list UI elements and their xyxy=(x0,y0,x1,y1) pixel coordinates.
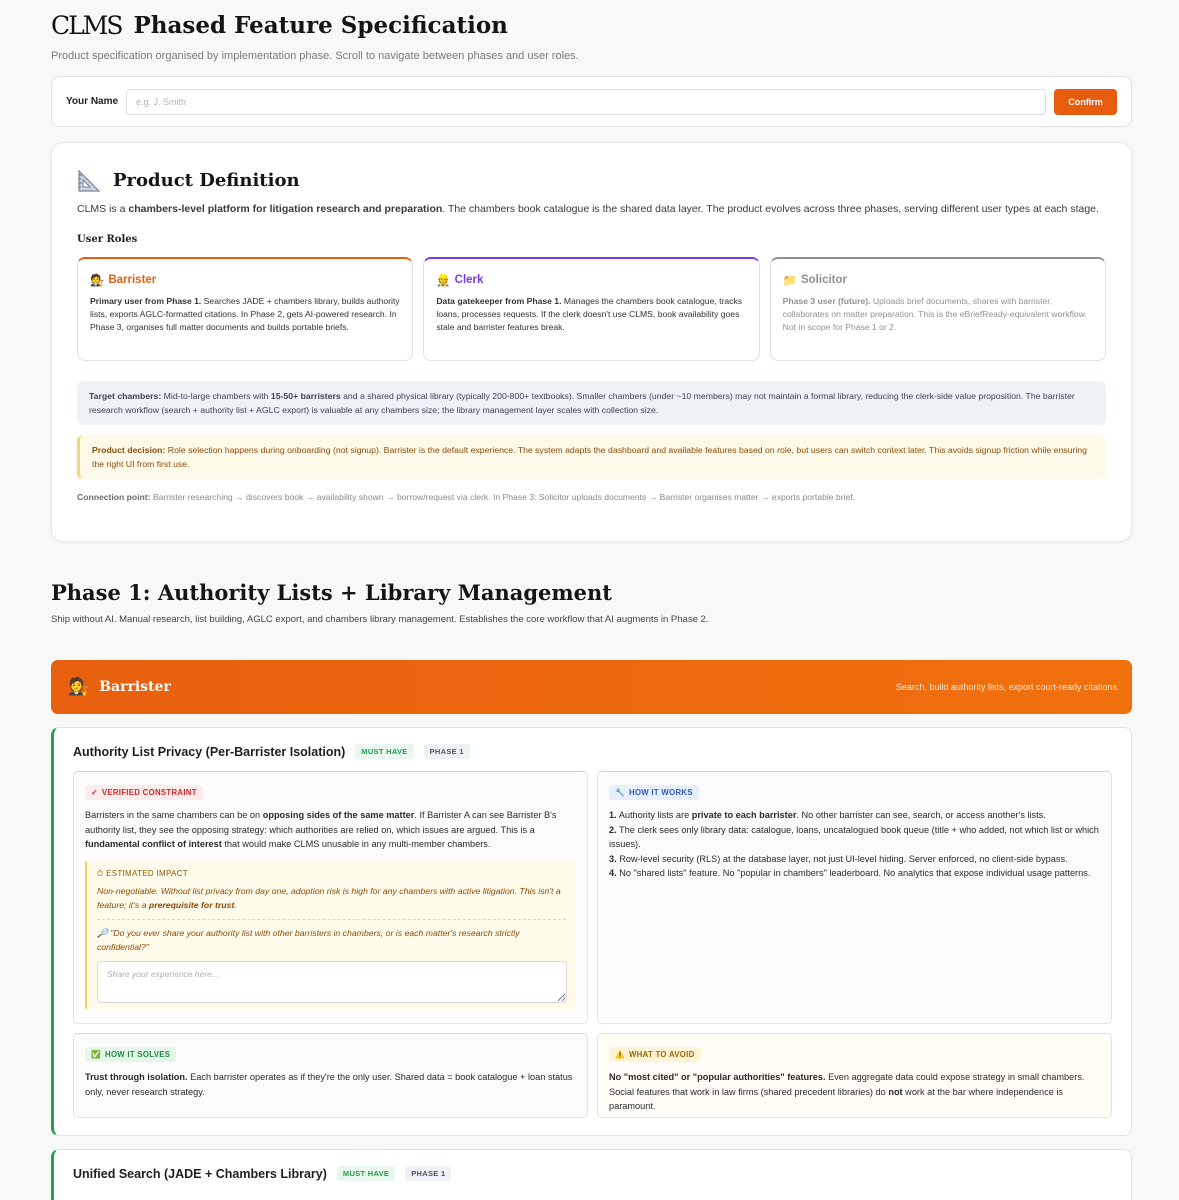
product-definition-header xyxy=(77,167,1106,193)
phase-1-description: Ship without AI. Manual research, list building, AGLC export, and chambers library management. Establishes the core workflow that AI augments in Phase 2. xyxy=(51,614,709,625)
page-subtitle: Product specification organised by implementation phase. Scroll to navigate between phases and user roles. xyxy=(51,50,579,62)
role-card-clerk xyxy=(423,257,759,361)
barrister-emoji-icon: 🧑‍⚖️ xyxy=(90,275,105,287)
phase-1-title: Phase 1: Authority Lists + Library Management xyxy=(51,580,612,605)
feature-title: Unified Search (JADE + Chambers Library) xyxy=(73,1166,327,1181)
how-it-works-box: 🔧 HOW IT WORKS 1. Authority lists are private to each barrister. No other barrister can see, search, or access another's lists. 2. The clerk sees only library data: catalogue, loans, uncatalogued book queue (title + who added, not which list or which issues). 3. Row-level security (RLS) at the database layer, not just UI-level hiding. Server enforced, no client-side bypass. 4. No "shared lists" feature. No "popular in chambers" leaderboard. No analytics that expose individual usage patterns. xyxy=(597,771,1112,1024)
list-item: 3. Row-level security (RLS) at the database layer, not just UI-level hiding. Server enforced, no client-side bypass. xyxy=(609,853,1068,864)
phase-tag: PHASE 1 xyxy=(424,744,470,759)
name-label: Your Name xyxy=(66,96,119,107)
list-item: 1. Authority lists are private to each barrister. No other barrister can see, search, or access another's lists. xyxy=(609,810,1046,820)
how-it-works-list xyxy=(609,808,1100,881)
feature-title: Authority List Privacy (Per-Barrister Isolation) xyxy=(73,744,346,759)
check-box-icon: ✅ xyxy=(91,1050,102,1059)
what-to-avoid-box: ⚠️ WHAT TO AVOID No "most cited" or "popular authorities" features. Even aggregate data could expose strategy in small chambers. Social features that work in law firms (shared precedent libraries) do not work at the bar where independence is paramount. xyxy=(597,1033,1112,1118)
verified-constraint-box: ✓ VERIFIED CONSTRAINT Barristers in the same chambers can be on opposing sides of the same matter. If Barrister A can see Barrister B's authority list, they see the opposing strategy: which authorities are relied on, which issues are argued. This is a fundamental conflict of interest that would make CLMS unusable in any multi-member chambers. ⏱ ESTIMATED IMPACT Non-negotiable. Without list privacy from day one, adoption risk is high for any chambers with active litigation. This isn't a feature; it's a prerequisite for trust. 🔎 "Do you ever share your authority list with other barristers in chambers, or is each matter's research strictly confidential?" Share your experience here... xyxy=(73,771,588,1024)
folder-emoji-icon: 📁 xyxy=(782,275,797,287)
role-description: Phase 3 user (future). Uploads brief documents, shares with barrister, collaborates on matter preparation. This is the eBriefReady-equivalent workflow. Not in scope for Phase 1 or 2. xyxy=(782,296,1087,332)
page-title: Phased Feature Specification xyxy=(133,11,508,39)
product-definition-card xyxy=(51,142,1132,542)
clms-logo: CLMS xyxy=(51,10,122,40)
research-question: 🔎 "Do you ever share your authority list with other barristers in chambers, or is each matter's research strictly confidential?" xyxy=(97,919,566,954)
connection-point-note: Connection point: Barrister researching → discovers book → availability shown → borrow/request via clerk. In Phase 3: Solicitor uploads documents → Barrister organises matter → exports portable brief. xyxy=(77,492,856,502)
user-roles-heading: User Roles xyxy=(77,234,138,245)
role-description: Data gatekeeper from Phase 1. Manages the chambers book catalogue, tracks loans, processes requests. If the clerk doesn't use CLMS, book availability goes stale and barrister features break. xyxy=(436,296,743,332)
avoid-text: No "most cited" or "popular authorities" features. Even aggregate data could expose strategy in small chambers. Social features that work in law firms (shared precedent libraries) do not work at the bar where independence is paramount. xyxy=(609,1072,1085,1111)
triangle-ruler-icon xyxy=(77,167,103,193)
solves-text: Trust through isolation. Each barrister operates as if they're the only user. Shared data = book catalogue + loan status only, never research strategy. xyxy=(85,1072,573,1097)
banner-tagline: Search, build authority lists, export court-ready citations xyxy=(895,682,1117,692)
role-card-barrister xyxy=(77,257,413,361)
barrister-role-banner xyxy=(51,660,1132,714)
list-item: 4. No "shared lists" feature. No "popular in chambers" leaderboard. No analytics that expose individual usage patterns. xyxy=(609,868,1091,878)
impact-text: Non-negotiable. Without list privacy from day one, adoption risk is high for any chambers with active litigation. This isn't a feature; it's a prerequisite for trust. xyxy=(97,885,561,910)
feature-detail-grid xyxy=(73,771,1112,1118)
banner-role-name: Barrister xyxy=(99,679,171,695)
name-form xyxy=(51,76,1132,127)
product-decision-note: Product decision: Role selection happens during onboarding (not signup). Barrister is the default experience. The system adapts the dashboard and available features based on role, but users can switch context later. This avoids signup friction while ensuring the right UI from first use. xyxy=(77,435,1106,479)
impact-heading: ⏱ ESTIMATED IMPACT xyxy=(97,868,188,878)
page-header xyxy=(51,0,1132,50)
estimated-impact-box xyxy=(85,861,576,1009)
feature-card-unified-search xyxy=(51,1149,1132,1200)
constraint-text: Barristers in the same chambers can be on opposing sides of the same matter. If Barrister A can see Barrister B's authority list, they see the opposing strategy: which authorities are relied on, which issues are argued. This is a fundamental conflict of interest that would make CLMS unusable in any multi-member chambers. xyxy=(85,810,557,849)
how-it-solves-box: ✅ HOW IT SOLVES Trust through isolation. Each barrister operates as if they're the only user. Shared data = book catalogue + loan status only, never research strategy. xyxy=(73,1033,588,1118)
priority-tag: MUST HAVE xyxy=(337,1166,395,1181)
clerk-emoji-icon: 👷 xyxy=(436,275,451,287)
role-card-solicitor xyxy=(770,257,1106,361)
role-name: Clerk xyxy=(454,274,484,286)
role-name: Barrister xyxy=(108,274,157,286)
confirm-button[interactable]: Confirm xyxy=(1054,89,1117,115)
role-name: Solicitor xyxy=(800,274,847,286)
check-mark-icon: ✓ xyxy=(91,788,98,797)
phase-tag: PHASE 1 xyxy=(405,1166,451,1181)
user-roles xyxy=(77,257,1106,361)
experience-textarea[interactable] xyxy=(97,961,567,1003)
product-definition-description: CLMS is a chambers-level platform for litigation research and preparation. The chambers book catalogue is the shared data layer. The product evolves across three phases, serving different user types at each stage. xyxy=(77,203,1099,215)
product-definition-title: Product Definition xyxy=(113,169,300,191)
warning-icon: ⚠️ xyxy=(615,1050,626,1059)
feature-card-authority-list-privacy xyxy=(51,727,1132,1136)
target-chambers-note: Target chambers: Mid-to-large chambers with 15-50+ barristers and a shared physical library (typically 200-800+ textbooks). Smaller chambers (under ~10 members) may not maintain a formal library, reducing the clerk-side value proposition. The barrister research workflow (search + authority list + AGLC export) is valuable at any chambers size; the library management layer scales with collection size. xyxy=(77,381,1106,425)
name-input[interactable] xyxy=(126,89,1046,115)
role-description: Primary user from Phase 1. Searches JADE + chambers library, builds authority lists, exports AGLC-formatted citations. In Phase 2, gets AI-powered research. In Phase 3, organises full matter documents and builds portable briefs. xyxy=(90,296,400,332)
wrench-icon: 🔧 xyxy=(615,788,626,797)
page xyxy=(51,0,1132,1200)
list-item: 2. The clerk sees only library data: catalogue, loans, uncatalogued book queue (title + who added, not which list or which issues). xyxy=(609,824,1099,849)
priority-tag: MUST HAVE xyxy=(355,744,413,759)
barrister-emoji-icon: 🧑‍⚖️ xyxy=(68,677,90,696)
